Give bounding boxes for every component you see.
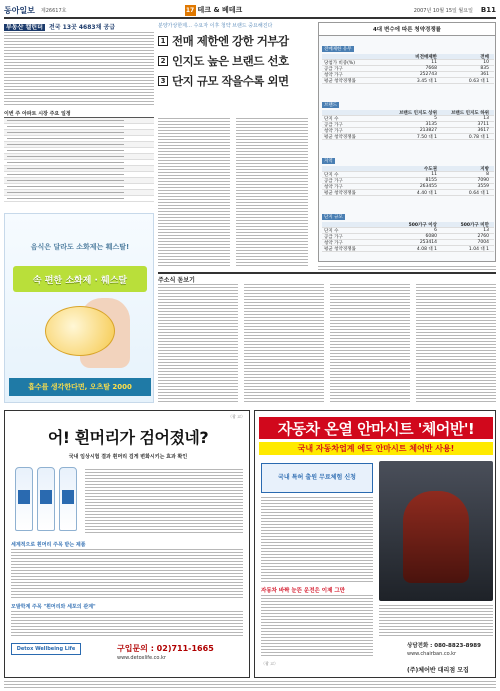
panel-row-label: 당첨가 비중(%) (324, 60, 355, 66)
panel-row-label: 평균 청약경쟁률 (324, 190, 356, 196)
panel-cell: 0.63 대 1 (468, 78, 489, 84)
panel-row-label: 공급 가구 (324, 178, 343, 184)
massage-chair-image (403, 491, 469, 583)
article-body-col1 (158, 118, 230, 268)
publish-date: 2007년 10월 15일 월요일 (413, 7, 473, 14)
main-article (158, 22, 306, 93)
panel-cell: 8155 (425, 178, 437, 183)
panel-cell: 7668 (425, 66, 437, 71)
panel-title: 4대 변수에 따른 청약경쟁률 (319, 23, 495, 36)
brief-col3 (330, 284, 410, 404)
brief-col1 (158, 284, 238, 404)
schedule-table (4, 117, 154, 202)
ad-body-text (261, 497, 373, 583)
massage-seat-advertisement[interactable] (254, 410, 496, 678)
panel-cell: 7.50 대 1 (416, 134, 437, 140)
ad-body-text (11, 611, 243, 637)
article-kicker: 분양가상한제… 수요자 이후 청약 브랜드 중요해진다 (158, 23, 273, 29)
product-bottle-image (59, 467, 77, 531)
panel-cell: 361 (480, 72, 489, 77)
panel-cell: 13 (483, 228, 489, 233)
headline-text: 전매 제한엔 강한 거부감 (172, 34, 289, 48)
panel-cell: 253414 (419, 240, 437, 245)
hair-advertisement[interactable] (4, 410, 250, 678)
brief-col2 (244, 284, 324, 404)
page-footer (4, 681, 496, 689)
panel-column-header: 브랜드 인지도 상위 (399, 110, 437, 116)
panel-row-label: 단지 수 (324, 228, 339, 234)
headline-item (158, 33, 306, 49)
panel-cell: 4.08 대 1 (416, 246, 437, 252)
section-number: 17 (185, 6, 195, 14)
panel-column-header: 수도권 (423, 166, 437, 172)
panel-cell: 6080 (425, 234, 437, 239)
panel-cell: 3711 (477, 122, 489, 127)
panel-row (322, 190, 494, 196)
calendar-title: 전국 13곳 4683채 공급 (48, 24, 116, 31)
panel-row (322, 78, 494, 84)
panel-cell: 7090 (477, 178, 489, 183)
panel-group-label: 지역 (324, 159, 333, 164)
car-seat-photo (379, 461, 493, 601)
headline-item (158, 73, 306, 89)
issue-number: 제26617호 (40, 7, 67, 14)
panel-column-header: 브랜드 인지도 하위 (451, 110, 489, 116)
panel-caption (318, 266, 496, 270)
panel-cell: 3559 (477, 184, 489, 189)
panel-cell: 3617 (477, 128, 489, 133)
panel-cell: 3.45 대 1 (416, 78, 437, 84)
panel-cell: 3135 (425, 122, 437, 127)
panel-group-label: 브랜드 (324, 103, 338, 108)
ad-body-text (379, 605, 493, 637)
panel-cell: 0.78 대 1 (468, 134, 489, 140)
schedule-table-title: 이번 주 아파트 시장 주요 일정 (4, 111, 71, 117)
briefs-title: 주소식 돋보기 (158, 277, 195, 284)
panel-cell: 213827 (419, 128, 437, 133)
headline-list (158, 33, 306, 89)
brief-col4 (416, 284, 496, 404)
panel-cell: 0.64 대 1 (468, 190, 489, 196)
headline-text: 인지도 높은 브랜드 선호 (172, 54, 289, 68)
panel-cell: 252743 (419, 72, 437, 77)
ad-company-name: (주)체어반 대리점 모집 (407, 667, 469, 674)
product-bottle-image (37, 467, 55, 531)
ad-brand-logo: Detox Wellbeing Life (11, 643, 81, 655)
panel-group-label: 단지 규모 (324, 215, 343, 220)
panel-row-label: 청약 가구 (324, 128, 343, 134)
ad-label: 〈광 고〉 (228, 414, 245, 419)
ad-section-title: 모발학계 주목 "흰머리와 세포의 관계" (11, 604, 96, 610)
headline-number: 3 (158, 76, 168, 86)
ad-section-title: 세계적으로 흰머리 주목 받는 제품 (11, 542, 86, 548)
panel-row (322, 134, 494, 140)
panel-cell: 10 (483, 60, 489, 65)
panel-cell: 2760 (477, 234, 489, 239)
ad-slogan: 음식은 달라도 소화제는 훼스탈! (30, 243, 130, 251)
table-row (4, 196, 154, 202)
ad-website-link[interactable]: www.chairban.co.kr (407, 651, 457, 657)
article-body-col2 (236, 118, 308, 268)
panel-cell: 4.40 대 1 (416, 190, 437, 196)
ad-phone[interactable]: 상담전화 : 080-8823-8989 (407, 643, 481, 649)
running-header (4, 3, 496, 19)
panel-column-header: 500가구 이상 (408, 222, 437, 228)
panel-row-label: 공급 가구 (324, 66, 343, 72)
section-name: 테크 & 베테크 (197, 6, 243, 14)
panel-cell: 7004 (477, 240, 489, 245)
panel-row-label: 공급 가구 (324, 234, 343, 240)
headline-text: 단지 규모 작을수록 외면 (172, 74, 289, 88)
panel-cell: 1.04 대 1 (468, 246, 489, 252)
panel-column-header: 비전매제한 (415, 54, 437, 60)
page-number: B11 (480, 6, 496, 14)
headline-number: 1 (158, 36, 168, 46)
panel-column-header: 전매 (480, 54, 489, 60)
ad-label: 〈광 고〉 (261, 661, 278, 666)
ad-banner: 속 편한 소화제 · 훼스탈 (13, 266, 147, 292)
panel-column-header: 500가구 미만 (460, 222, 489, 228)
ad-subheadline: 국내 자동차업계 에도 안마시트 체어반 사용! (259, 442, 493, 455)
panel-group (322, 203, 494, 252)
pill-advertisement[interactable] (4, 213, 154, 403)
panel-cell: 5 (434, 116, 437, 121)
panel-cell: 6 (434, 228, 437, 233)
panel-row-label: 평균 청약경쟁률 (324, 78, 356, 84)
panel-row-label: 청약 가구 (324, 240, 343, 246)
panel-row-label: 단지 수 (324, 116, 339, 122)
ad-body-text (85, 469, 243, 535)
ad-body-text (11, 549, 243, 599)
panel-row-label: 공급 가구 (324, 122, 343, 128)
panel-row-label: 청약 가구 (324, 184, 343, 190)
panel-cell: 263455 (419, 184, 437, 189)
headline-number: 2 (158, 56, 168, 66)
competition-ratio-panel (318, 22, 496, 262)
news-briefs (158, 272, 496, 284)
ad-footer-band: 흡수를 생각한다면, 오츠탈 2000 (9, 378, 151, 396)
ad-headline: 어! 흰머리가 검어졌네? (47, 428, 209, 447)
ad-section-title: 자동차 바짝 눈뜬 운전은 이제 그만 (261, 588, 345, 594)
newspaper-logo: 동아일보 (4, 4, 35, 15)
panel-cell: 11 (431, 60, 437, 65)
panel-cell: 8 (486, 172, 489, 177)
ad-headline: 자동차 온열 안마시트 '체어반'! (259, 417, 493, 439)
pill-image (45, 306, 115, 356)
panel-row-label: 평균 청약경쟁률 (324, 134, 356, 140)
ad-subheadline: 국내 임상시험 결과 흰머리 검게 변화시키는 효과 확인 (68, 454, 188, 460)
panel-column-header: 지방 (480, 166, 489, 172)
ad-phone[interactable]: 구입문의 : 02)711-1665 (117, 644, 214, 653)
ad-callout-box: 국내 특허 출원 무료체험 신청 (261, 463, 373, 493)
panel-group (322, 147, 494, 196)
panel-group-label: 전매제한 유무 (324, 47, 352, 52)
panel-row (322, 246, 494, 252)
panel-row-label: 청약 가구 (324, 72, 343, 78)
panel-group (322, 91, 494, 140)
panel-cell: 835 (480, 66, 489, 71)
product-bottle-image (15, 467, 33, 531)
ad-body-text (261, 595, 373, 657)
panel-group (322, 35, 494, 84)
headline-item (158, 53, 306, 69)
panel-row-label: 평균 청약경쟁률 (324, 246, 356, 252)
calendar-body-text (4, 32, 154, 106)
ad-website-link[interactable]: www.detoxlife.co.kr (117, 655, 166, 661)
panel-cell: 11 (431, 172, 437, 177)
calendar-tag: 부동산 캘린더 (6, 24, 43, 31)
panel-cell: 13 (483, 116, 489, 121)
section-label (185, 5, 243, 16)
panel-row-label: 단지 수 (324, 172, 339, 178)
